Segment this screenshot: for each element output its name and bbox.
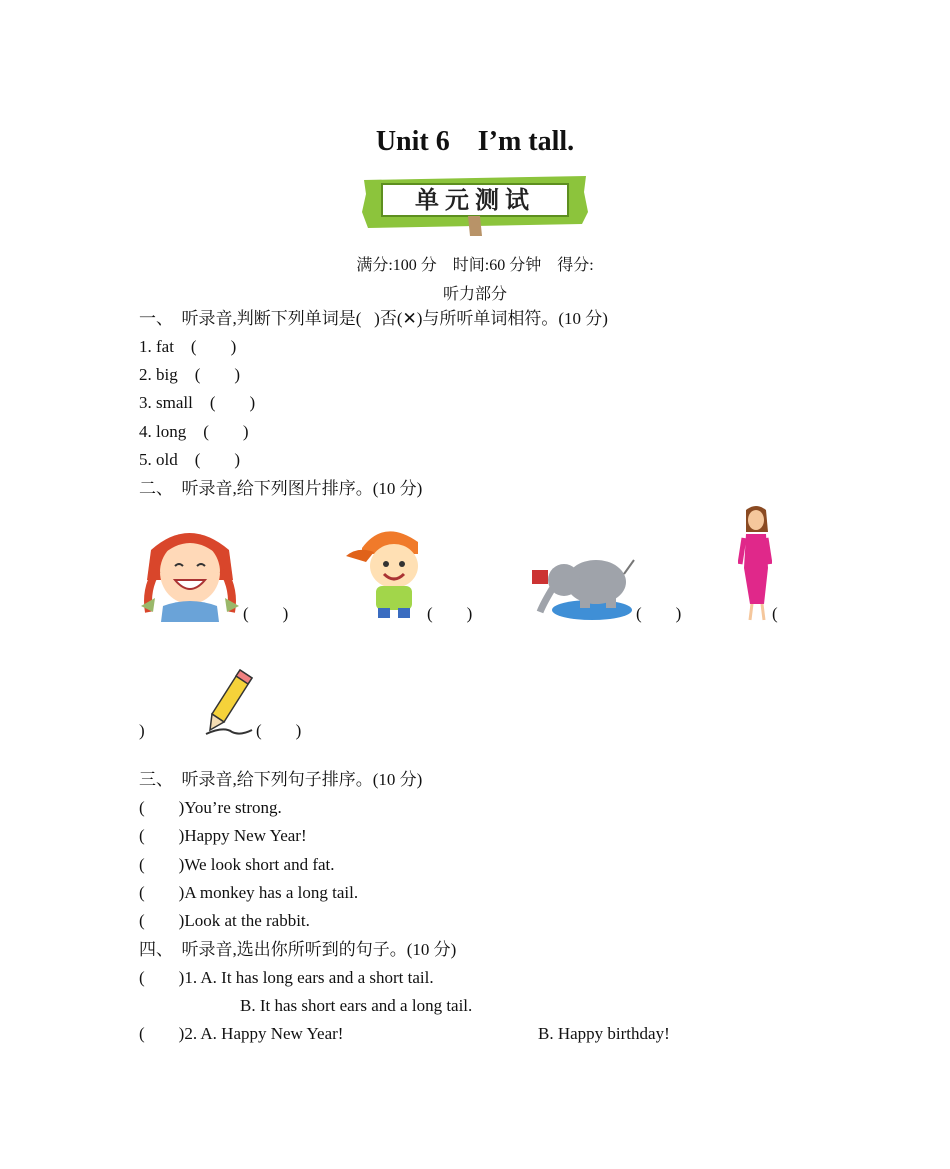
section3-item-1: ( )You’re strong.: [139, 798, 282, 817]
pencil-picture: [204, 666, 256, 738]
section1-item-5: 5. old ( ): [139, 450, 241, 469]
girl-picture: [139, 520, 241, 622]
section4-q1: ( )1. A. It has long ears and a short tail.: [139, 968, 434, 987]
section1-item-1: 1. fat ( ): [139, 337, 237, 356]
section1-item-4: 4. long ( ): [139, 422, 249, 441]
section2-blank-4-open: (: [772, 604, 778, 623]
listening-part-label: 听力部分: [442, 286, 507, 303]
unit-test-banner: [360, 172, 590, 238]
section3-item-4: ( )A monkey has a long tail.: [139, 883, 359, 902]
section4-heading: 四、 听录音,选出你所听到的句子。(10 分): [139, 940, 457, 959]
section2-blank-3: ( ): [636, 604, 682, 623]
section2-blank-2: ( ): [427, 604, 473, 623]
section2-heading: 二、 听录音,给下列图片排序。(10 分): [139, 479, 423, 498]
section2-blank-5: ( ): [256, 721, 302, 740]
section3-item-5: ( )Look at the rabbit.: [139, 911, 310, 930]
section2-blank-1: ( ): [243, 604, 289, 623]
section3-item-3: ( )We look short and fat.: [139, 855, 335, 874]
section4-q1-option-b: B. It has short ears and a long tail.: [240, 996, 473, 1015]
page-title: Unit 6 I’m tall.: [375, 126, 575, 157]
section3-heading: 三、 听录音,给下列句子排序。(10 分): [139, 770, 423, 789]
section1-item-3: 3. small ( ): [139, 393, 256, 412]
boy-picture: [344, 522, 424, 620]
section1-heading: 一、 听录音,判断下列单词是( )否(✕)与所听单词相符。(10 分): [139, 309, 608, 328]
section2-blank-4-close: ): [139, 721, 145, 740]
banner-label: 单元测试: [415, 186, 535, 214]
woman-picture: [738, 504, 772, 622]
section3-item-2: ( )Happy New Year!: [139, 826, 307, 845]
elephant-picture: [530, 552, 636, 622]
score-line: 满分:100 分 时间:60 分钟 得分:: [356, 257, 594, 274]
section4-q2-option-b: B. Happy birthday!: [538, 1024, 670, 1043]
section1-item-2: 2. big ( ): [139, 365, 241, 384]
section4-q2: ( )2. A. Happy New Year!: [139, 1024, 344, 1043]
